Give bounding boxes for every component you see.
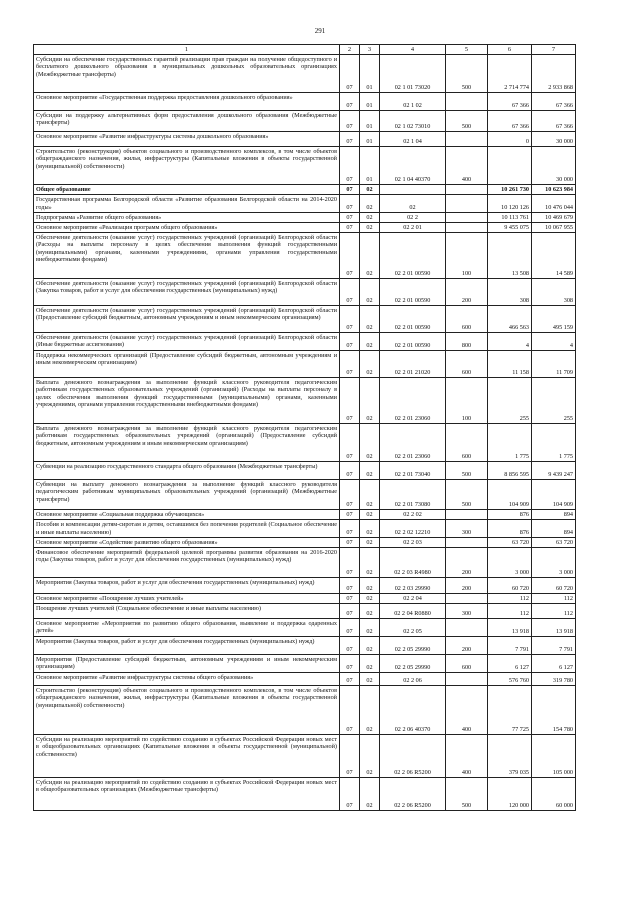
table-row bbox=[34, 351, 576, 378]
target-item-code: 02 2 02 12210 bbox=[380, 520, 446, 537]
subsection-code: 02 bbox=[360, 735, 380, 778]
expense-type-code: 300 bbox=[446, 604, 488, 619]
expense-type-code: 600 bbox=[446, 655, 488, 673]
table-row bbox=[34, 619, 576, 637]
subsection-code: 02 bbox=[360, 185, 380, 195]
amount-year-2: 104 909 bbox=[532, 480, 576, 510]
row-name: Строительство (реконструкция) объектов социального и производственного комплексов, в том числе объектов общегражданского назначения, жилья, инфраструктуры (Капитальные вложения в объекты государственной (муниципальной) собственности) bbox=[34, 686, 340, 735]
expense-type-code bbox=[446, 537, 488, 547]
target-item-code: 02 1 04 bbox=[380, 132, 446, 147]
row-name: Субсидии на реализацию мероприятий по содействию созданию в субъектах Российской Федерации новых мест в общеобразовательных организациях (Межбюджетные трансферты) bbox=[34, 778, 340, 811]
expense-type-code: 400 bbox=[446, 147, 488, 185]
amount-year-1: 67 366 bbox=[488, 111, 532, 132]
section-code: 07 bbox=[340, 212, 360, 222]
row-name: Финансовое обеспечение мероприятий федеральной целевой программы развития образования на 2016-2020 годы (Закупка товаров, работ и услуг для обеспечения государственных (муниципальных) нужд) bbox=[34, 548, 340, 578]
amount-year-2: 67 366 bbox=[532, 93, 576, 111]
section-code: 07 bbox=[340, 233, 360, 279]
amount-year-2: 255 bbox=[532, 378, 576, 424]
section-code: 07 bbox=[340, 351, 360, 378]
subsection-code: 02 bbox=[360, 578, 380, 594]
row-name: Общее образование bbox=[34, 185, 340, 195]
amount-year-2: 3 000 bbox=[532, 548, 576, 578]
table-row bbox=[34, 480, 576, 510]
section-code: 07 bbox=[340, 619, 360, 637]
section-code: 07 bbox=[340, 480, 360, 510]
amount-year-1: 10 120 126 bbox=[488, 195, 532, 212]
section-code: 07 bbox=[340, 594, 360, 604]
amount-year-2: 10 469 679 bbox=[532, 212, 576, 222]
expense-type-code bbox=[446, 132, 488, 147]
expense-type-code bbox=[446, 185, 488, 195]
table-row bbox=[34, 548, 576, 578]
section-code: 07 bbox=[340, 93, 360, 111]
amount-year-1: 11 158 bbox=[488, 351, 532, 378]
expense-type-code: 600 bbox=[446, 424, 488, 462]
section-code: 07 bbox=[340, 520, 360, 537]
amount-year-2: 14 589 bbox=[532, 233, 576, 279]
expense-type-code: 200 bbox=[446, 578, 488, 594]
subsection-code: 02 bbox=[360, 686, 380, 735]
subsection-code: 01 bbox=[360, 55, 380, 93]
target-item-code: 02 2 06 R5200 bbox=[380, 778, 446, 811]
section-code: 07 bbox=[340, 462, 360, 480]
amount-year-1: 6 127 bbox=[488, 655, 532, 673]
amount-year-1: 308 bbox=[488, 279, 532, 306]
subsection-code: 02 bbox=[360, 279, 380, 306]
amount-year-2: 1 775 bbox=[532, 424, 576, 462]
subsection-code: 01 bbox=[360, 132, 380, 147]
target-item-code: 02 2 bbox=[380, 212, 446, 222]
target-item-code: 02 2 01 73040 bbox=[380, 462, 446, 480]
target-item-code: 02 2 01 00590 bbox=[380, 333, 446, 351]
amount-year-2: 10 067 955 bbox=[532, 223, 576, 233]
row-name: Основное мероприятие «Социальная поддержка обучающихся» bbox=[34, 510, 340, 520]
row-name: Субвенции на реализацию государственного стандарта общего образования (Межбюджетные трансферты) bbox=[34, 462, 340, 480]
subsection-code: 02 bbox=[360, 510, 380, 520]
amount-year-1: 7 791 bbox=[488, 637, 532, 655]
section-code: 07 bbox=[340, 111, 360, 132]
target-item-code: 02 2 01 23060 bbox=[380, 424, 446, 462]
subsection-code: 02 bbox=[360, 548, 380, 578]
row-name: Пособия и компенсации детям-сиротам и детям, оставшимся без попечения родителей (Социальное обеспечение и иные выплаты населению) bbox=[34, 520, 340, 537]
subsection-code: 02 bbox=[360, 594, 380, 604]
target-item-code: 02 2 04 bbox=[380, 594, 446, 604]
section-code: 07 bbox=[340, 55, 360, 93]
amount-year-2: 894 bbox=[532, 520, 576, 537]
section-code: 07 bbox=[340, 223, 360, 233]
table-row bbox=[34, 185, 576, 195]
section-code: 07 bbox=[340, 778, 360, 811]
target-item-code: 02 2 01 21020 bbox=[380, 351, 446, 378]
column-header: 7 bbox=[532, 45, 576, 55]
amount-year-2: 63 720 bbox=[532, 537, 576, 547]
amount-year-1: 255 bbox=[488, 378, 532, 424]
amount-year-1: 60 720 bbox=[488, 578, 532, 594]
amount-year-2: 30 000 bbox=[532, 132, 576, 147]
amount-year-1: 77 725 bbox=[488, 686, 532, 735]
target-item-code: 02 2 05 29990 bbox=[380, 655, 446, 673]
table-row bbox=[34, 604, 576, 619]
section-code: 07 bbox=[340, 637, 360, 655]
row-name: Субвенции на выплату денежного вознаграждения за выполнение функций классного руководителя педагогическим работникам муниципальных образовательных учреждений (организаций) (Межбюджетные трансферты) bbox=[34, 480, 340, 510]
row-name: Выплата денежного вознаграждения за выполнение функций классного руководителя педагогическим работникам государственных образовательных учреждений (организаций) (Предоставление субсидий бюджетным, автономным учреждениям и иным некоммерческим организациям) bbox=[34, 424, 340, 462]
table-row bbox=[34, 233, 576, 279]
target-item-code: 02 2 01 00590 bbox=[380, 233, 446, 279]
table-row bbox=[34, 223, 576, 233]
amount-year-1: 876 bbox=[488, 510, 532, 520]
section-code: 07 bbox=[340, 735, 360, 778]
table-row bbox=[34, 510, 576, 520]
expense-type-code bbox=[446, 619, 488, 637]
target-item-code: 02 2 06 bbox=[380, 673, 446, 686]
amount-year-2: 30 000 bbox=[532, 147, 576, 185]
row-name: Основное мероприятие «Развитие инфраструктуры системы общего образования» bbox=[34, 673, 340, 686]
column-header: 1 bbox=[34, 45, 340, 55]
amount-year-1: 4 bbox=[488, 333, 532, 351]
subsection-code: 02 bbox=[360, 195, 380, 212]
row-name: Основное мероприятие «Поощрение лучших учителей» bbox=[34, 594, 340, 604]
expense-type-code: 300 bbox=[446, 520, 488, 537]
target-item-code: 02 2 04 R0880 bbox=[380, 604, 446, 619]
row-name: Основное мероприятие «Мероприятия по развитию общего образования, выявление и поддержка одаренных детей» bbox=[34, 619, 340, 637]
amount-year-2: 60 000 bbox=[532, 778, 576, 811]
expense-type-code: 100 bbox=[446, 233, 488, 279]
row-name: Поддержка некоммерческих организаций (Предоставление субсидий бюджетным, автономным учреждениям и иным некоммерческим организациям) bbox=[34, 351, 340, 378]
subsection-code: 02 bbox=[360, 306, 380, 333]
subsection-code: 02 bbox=[360, 424, 380, 462]
section-code: 07 bbox=[340, 306, 360, 333]
section-code: 07 bbox=[340, 195, 360, 212]
row-name: Подпрограмма «Развитие общего образования» bbox=[34, 212, 340, 222]
expense-type-code: 500 bbox=[446, 462, 488, 480]
subsection-code: 02 bbox=[360, 520, 380, 537]
table-row bbox=[34, 333, 576, 351]
target-item-code: 02 2 06 R5200 bbox=[380, 735, 446, 778]
target-item-code: 02 2 01 00590 bbox=[380, 279, 446, 306]
table-header-row bbox=[34, 45, 576, 55]
subsection-code: 02 bbox=[360, 778, 380, 811]
section-code: 07 bbox=[340, 655, 360, 673]
target-item-code: 02 2 05 bbox=[380, 619, 446, 637]
amount-year-2: 112 bbox=[532, 604, 576, 619]
row-name: Обеспечение деятельности (оказание услуг) государственных учреждений (организаций) Белгородской области (Расходы на выплаты персоналу в целях обеспечения выполнения функций государственными (муниципальными) органами, казенными учреждениями, органами управления государственными внебюджетными фондами) bbox=[34, 233, 340, 279]
row-name: Обеспечение деятельности (оказание услуг) государственных учреждений (организаций) Белгородской области (Иные бюджетные ассигнования) bbox=[34, 333, 340, 351]
section-code: 07 bbox=[340, 279, 360, 306]
table-row bbox=[34, 735, 576, 778]
row-name: Субсидии на обеспечение государственных гарантий реализации прав граждан на получение общедоступного и бесплатного дошкольного образования в муниципальных дошкольных образовательных организациях (Межбюджетные трансферты) bbox=[34, 55, 340, 93]
amount-year-2: 60 720 bbox=[532, 578, 576, 594]
amount-year-1: 13 508 bbox=[488, 233, 532, 279]
expense-type-code: 500 bbox=[446, 111, 488, 132]
row-name: Субсидии на реализацию мероприятий по содействию созданию в субъектах Российской Федерации новых мест в общеобразовательных организациях (Капитальные вложения в объекты государственной (муниципальной) собственности) bbox=[34, 735, 340, 778]
amount-year-2: 10 476 044 bbox=[532, 195, 576, 212]
expense-type-code bbox=[446, 594, 488, 604]
expense-type-code: 800 bbox=[446, 333, 488, 351]
table-row bbox=[34, 655, 576, 673]
amount-year-1: 10 113 761 bbox=[488, 212, 532, 222]
target-item-code: 02 2 01 00590 bbox=[380, 306, 446, 333]
subsection-code: 02 bbox=[360, 333, 380, 351]
section-code: 07 bbox=[340, 548, 360, 578]
target-item-code bbox=[380, 185, 446, 195]
amount-year-1: 466 563 bbox=[488, 306, 532, 333]
amount-year-2: 67 366 bbox=[532, 111, 576, 132]
target-item-code: 02 bbox=[380, 195, 446, 212]
amount-year-1: 67 366 bbox=[488, 93, 532, 111]
row-name: Обеспечение деятельности (оказание услуг) государственных учреждений (организаций) Белгородской области (Предоставление субсидий бюджетным, автономным учреждениям и иным некоммерческим организациям) bbox=[34, 306, 340, 333]
subsection-code: 02 bbox=[360, 604, 380, 619]
table-row bbox=[34, 378, 576, 424]
target-item-code: 02 2 01 bbox=[380, 223, 446, 233]
subsection-code: 02 bbox=[360, 212, 380, 222]
table-row bbox=[34, 306, 576, 333]
row-name: Строительство (реконструкция) объектов социального и производственного комплексов, в том числе объектов общегражданского назначения, жилья, инфраструктуры (Капитальные вложения в объекты государственной (муниципальной) собственности) bbox=[34, 147, 340, 185]
amount-year-1: 2 714 774 bbox=[488, 55, 532, 93]
column-header: 2 bbox=[340, 45, 360, 55]
subsection-code: 02 bbox=[360, 351, 380, 378]
section-code: 07 bbox=[340, 510, 360, 520]
table-row bbox=[34, 132, 576, 147]
subsection-code: 02 bbox=[360, 462, 380, 480]
amount-year-1: 112 bbox=[488, 604, 532, 619]
amount-year-1: 112 bbox=[488, 594, 532, 604]
amount-year-2: 105 000 bbox=[532, 735, 576, 778]
target-item-code: 02 2 06 40370 bbox=[380, 686, 446, 735]
expense-type-code: 500 bbox=[446, 480, 488, 510]
amount-year-2: 894 bbox=[532, 510, 576, 520]
table-row bbox=[34, 537, 576, 547]
amount-year-1: 10 261 730 bbox=[488, 185, 532, 195]
amount-year-2: 112 bbox=[532, 594, 576, 604]
amount-year-1: 876 bbox=[488, 520, 532, 537]
subsection-code: 02 bbox=[360, 223, 380, 233]
amount-year-1: 0 bbox=[488, 132, 532, 147]
expense-type-code: 100 bbox=[446, 378, 488, 424]
amount-year-2: 319 780 bbox=[532, 673, 576, 686]
budget-table-body bbox=[34, 45, 576, 811]
amount-year-2: 495 159 bbox=[532, 306, 576, 333]
table-row bbox=[34, 424, 576, 462]
target-item-code: 02 1 02 bbox=[380, 93, 446, 111]
row-name: Поощрение лучших учителей (Социальное обеспечение и иные выплаты населению) bbox=[34, 604, 340, 619]
section-code: 07 bbox=[340, 333, 360, 351]
subsection-code: 02 bbox=[360, 655, 380, 673]
table-row bbox=[34, 462, 576, 480]
amount-year-1 bbox=[488, 147, 532, 185]
row-name: Государственная программа Белгородской области «Развитие образования Белгородской области на 2014-2020 годы» bbox=[34, 195, 340, 212]
amount-year-2: 6 127 bbox=[532, 655, 576, 673]
row-name: Выплата денежного вознаграждения за выполнение функций классного руководителя педагогическим работникам государственных образовательных учреждений (организаций) (Расходы на выплаты персоналу в целях обеспечения выполнения функций государственными (муниципальными) органами, казенными учреждениями, органами управления государственными внебюджетными фондами) bbox=[34, 378, 340, 424]
amount-year-1: 576 760 bbox=[488, 673, 532, 686]
amount-year-2: 2 933 868 bbox=[532, 55, 576, 93]
expense-type-code: 400 bbox=[446, 735, 488, 778]
table-row bbox=[34, 147, 576, 185]
section-code: 07 bbox=[340, 686, 360, 735]
target-item-code: 02 2 01 23060 bbox=[380, 378, 446, 424]
amount-year-1: 120 000 bbox=[488, 778, 532, 811]
subsection-code: 02 bbox=[360, 378, 380, 424]
target-item-code: 02 1 04 40370 bbox=[380, 147, 446, 185]
subsection-code: 02 bbox=[360, 537, 380, 547]
amount-year-2: 10 623 984 bbox=[532, 185, 576, 195]
expense-type-code: 600 bbox=[446, 306, 488, 333]
subsection-code: 02 bbox=[360, 480, 380, 510]
section-code: 07 bbox=[340, 147, 360, 185]
amount-year-2: 154 780 bbox=[532, 686, 576, 735]
section-code: 07 bbox=[340, 424, 360, 462]
table-row bbox=[34, 212, 576, 222]
row-name: Основное мероприятие «Государственная поддержка предоставления дошкольного образования» bbox=[34, 93, 340, 111]
section-code: 07 bbox=[340, 378, 360, 424]
expense-type-code: 500 bbox=[446, 55, 488, 93]
expense-type-code: 500 bbox=[446, 778, 488, 811]
expense-type-code: 600 bbox=[446, 351, 488, 378]
amount-year-1: 9 455 075 bbox=[488, 223, 532, 233]
page-number: 291 bbox=[314, 27, 326, 35]
column-header: 3 bbox=[360, 45, 380, 55]
target-item-code: 02 1 02 73010 bbox=[380, 111, 446, 132]
section-code: 07 bbox=[340, 578, 360, 594]
target-item-code: 02 2 03 29990 bbox=[380, 578, 446, 594]
table-row bbox=[34, 594, 576, 604]
expense-type-code bbox=[446, 223, 488, 233]
amount-year-2: 13 918 bbox=[532, 619, 576, 637]
expense-type-code: 400 bbox=[446, 686, 488, 735]
amount-year-2: 9 439 247 bbox=[532, 462, 576, 480]
amount-year-1: 3 000 bbox=[488, 548, 532, 578]
row-name: Мероприятия (Закупка товаров, работ и услуг для обеспечения государственных (муниципальных) нужд) bbox=[34, 578, 340, 594]
section-code: 07 bbox=[340, 537, 360, 547]
amount-year-2: 11 709 bbox=[532, 351, 576, 378]
section-code: 07 bbox=[340, 604, 360, 619]
amount-year-2: 7 791 bbox=[532, 637, 576, 655]
subsection-code: 02 bbox=[360, 673, 380, 686]
row-name: Основное мероприятие «Развитие инфраструктуры системы дошкольного образования» bbox=[34, 132, 340, 147]
amount-year-2: 308 bbox=[532, 279, 576, 306]
row-name: Основное мероприятие «Содействие развитию общего образования» bbox=[34, 537, 340, 547]
table-row bbox=[34, 673, 576, 686]
expense-type-code: 200 bbox=[446, 279, 488, 306]
amount-year-1: 63 720 bbox=[488, 537, 532, 547]
expense-type-code bbox=[446, 93, 488, 111]
section-code: 07 bbox=[340, 673, 360, 686]
table-row bbox=[34, 195, 576, 212]
section-code: 07 bbox=[340, 185, 360, 195]
subsection-code: 01 bbox=[360, 111, 380, 132]
amount-year-1: 13 918 bbox=[488, 619, 532, 637]
amount-year-1: 1 775 bbox=[488, 424, 532, 462]
section-code: 07 bbox=[340, 132, 360, 147]
expense-type-code bbox=[446, 673, 488, 686]
target-item-code: 02 2 03 bbox=[380, 537, 446, 547]
expense-type-code: 200 bbox=[446, 548, 488, 578]
table-row bbox=[34, 111, 576, 132]
target-item-code: 02 1 01 73020 bbox=[380, 55, 446, 93]
table-row bbox=[34, 279, 576, 306]
column-header: 4 bbox=[380, 45, 446, 55]
row-name: Обеспечение деятельности (оказание услуг) государственных учреждений (организаций) Белгородской области (Закупка товаров, работ и услуг для обеспечения государственных (муниципальных) нужд) bbox=[34, 279, 340, 306]
amount-year-2: 4 bbox=[532, 333, 576, 351]
subsection-code: 02 bbox=[360, 233, 380, 279]
table-row bbox=[34, 578, 576, 594]
budget-table bbox=[33, 44, 576, 811]
target-item-code: 02 2 02 bbox=[380, 510, 446, 520]
table-row bbox=[34, 686, 576, 735]
column-header: 6 bbox=[488, 45, 532, 55]
row-name: Субсидии на поддержку альтернативных форм предоставления дошкольного образования (Межбюджетные трансферты) bbox=[34, 111, 340, 132]
amount-year-1: 379 035 bbox=[488, 735, 532, 778]
row-name: Мероприятия (Предоставление субсидий бюджетным, автономным учреждениям и иным некоммерческим организациям) bbox=[34, 655, 340, 673]
target-item-code: 02 2 05 29990 bbox=[380, 637, 446, 655]
table-row bbox=[34, 637, 576, 655]
subsection-code: 02 bbox=[360, 619, 380, 637]
subsection-code: 02 bbox=[360, 637, 380, 655]
row-name: Мероприятия (Закупка товаров, работ и услуг для обеспечения государственных (муниципальных) нужд) bbox=[34, 637, 340, 655]
column-header: 5 bbox=[446, 45, 488, 55]
amount-year-1: 8 856 595 bbox=[488, 462, 532, 480]
table-row bbox=[34, 520, 576, 537]
amount-year-1: 104 909 bbox=[488, 480, 532, 510]
target-item-code: 02 2 01 73080 bbox=[380, 480, 446, 510]
table-row bbox=[34, 93, 576, 111]
expense-type-code bbox=[446, 510, 488, 520]
expense-type-code bbox=[446, 195, 488, 212]
expense-type-code: 200 bbox=[446, 637, 488, 655]
subsection-code: 01 bbox=[360, 147, 380, 185]
row-name: Основное мероприятие «Реализация программ общего образования» bbox=[34, 223, 340, 233]
table-row bbox=[34, 778, 576, 811]
target-item-code: 02 2 03 R4980 bbox=[380, 548, 446, 578]
expense-type-code bbox=[446, 212, 488, 222]
table-row bbox=[34, 55, 576, 93]
subsection-code: 01 bbox=[360, 93, 380, 111]
